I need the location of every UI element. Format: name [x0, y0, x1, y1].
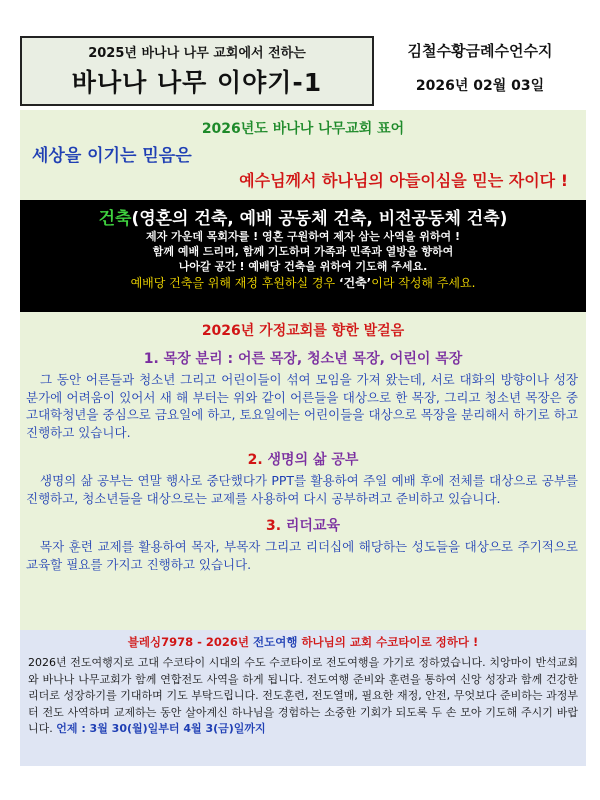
mission-heading-keyword: 전도여행 [253, 635, 298, 649]
newsletter-subtitle: 2025년 바나나 나무 교회에서 전하는 [88, 46, 306, 61]
mission-trip-heading [20, 630, 586, 652]
mission-heading-c: 하나님의 교회 수코타이로 정하다 ! [297, 635, 479, 649]
main-content [20, 110, 586, 630]
step-2-number: 2. [247, 452, 263, 468]
mission-body-text: 2026년 전도여행지로 고대 수코타이 시대의 수도 수코타이로 전도여행을 가기로 정하였습니다. 치앙마이 반석교회와 바나나 나무교회가 함께 연합전도 사역을 하게 됩니다. 전도여행 준비와 훈련을 통하여 신앙 성장과 함께 건강한 리더로 성장하기를 기대하며 기도 부탁드립니다. 전도훈련, 전도열매, 필요한 재정, 안전, 무엇보다 준비하는 과정부터 전도 사역하며 교제하는 동안 살아계신 하나님을 경험하는 소중한 기회가 되도록 두 손 모아 기도해 주시기 바랍니다. [28, 656, 578, 735]
step-3-label: 리더교육 [285, 518, 341, 534]
motto-heading: 2026년도 바나나 나무교회 표어 [201, 121, 405, 137]
motto-line-2: 예수님께서 하나님의 아들이심을 믿는 자이다 ! [239, 171, 568, 190]
motto-line-1: 세상을 이기는 믿음은 [32, 146, 192, 166]
newsletter-title: 바나나 나무 이야기-1 [71, 68, 323, 97]
issue-date: 2026년 02월 03일 [415, 78, 545, 94]
donation-text-c: 이라 작성해 주세요. [371, 276, 476, 290]
newsletter-title-box [20, 36, 374, 106]
step-2-label: 생명의 삶 공부 [267, 452, 359, 468]
step-2-body: 생명의 삶 공부는 연말 행사로 중단했다가 PPT를 활용하여 주일 예배 후에 전체를 대상으로 공부를 진행하고, 청소년들을 대상으로는 교제를 사용하여 다시 공부하려고 준비하고 있습니다. [26, 473, 578, 506]
building-line-3: 나아갈 공간 ! 예배당 건축을 위하여 기도해 주세요. [178, 260, 428, 273]
step-1-title: 1. 목장 분리 : 어른 목장, 청소년 목장, 어린이 목장 [143, 351, 463, 367]
mission-dates: 언제 : 3월 30(월)일부터 4월 3(금)일까지 [56, 722, 266, 735]
building-banner [20, 200, 586, 312]
step-1-body: 그 동안 어른들과 청소년 그리고 어린이들이 섞여 모임을 가져 왔는데, 서로 대화의 방향이나 성장 분가에 어려움이 있어서 새 해 부터는 위와 같이 어른들을 대상으로 한 목장, 그리고 청소년 목장은 중고대학청년을 중심으로 금요일에 하고, 토요일에는 어린이들을 대상으로 목장을 분리해서 하기로 하고 진행하고 있습니다. [26, 372, 578, 440]
building-title-keyword: 건축 [98, 209, 132, 229]
step-3-title [20, 515, 586, 535]
steps-heading: 2026년 가정교회를 향한 발걸음 [201, 323, 405, 339]
mission-heading-a: 블레싱7978 - 2026년 [127, 635, 253, 649]
building-title-rest: (영혼의 건축, 예배 공동체 건축, 비전공동체 건축) [131, 209, 508, 229]
step-2-title [20, 449, 586, 469]
authors: 김철수황금례수언수지 [407, 42, 553, 60]
newsletter-meta [380, 36, 580, 106]
step-3-number: 3. [265, 518, 282, 534]
building-donation-note [20, 275, 586, 292]
step-3-body: 목자 훈련 교제를 활용하여 목자, 부목자 그리고 리더십에 해당하는 성도들을 대상으로 주기적으로 교육할 필요를 가지고 진행하고 있습니다. [26, 539, 578, 572]
donation-text-a: 예배당 건축을 위해 재정 후원하실 경우 [130, 276, 339, 290]
building-line-1: 제자 가운데 목회자를 ! 영혼 구원하여 제자 삼는 사역을 위하여 ! [146, 230, 460, 243]
donation-keyword: ‘건축’ [338, 276, 372, 290]
mission-trip-body [20, 652, 586, 766]
steps-section [20, 314, 586, 573]
building-line-2: 함께 예배 드리며, 함께 기도하며 가족과 민족과 열방을 향하여 [152, 245, 454, 258]
building-title [20, 204, 586, 229]
